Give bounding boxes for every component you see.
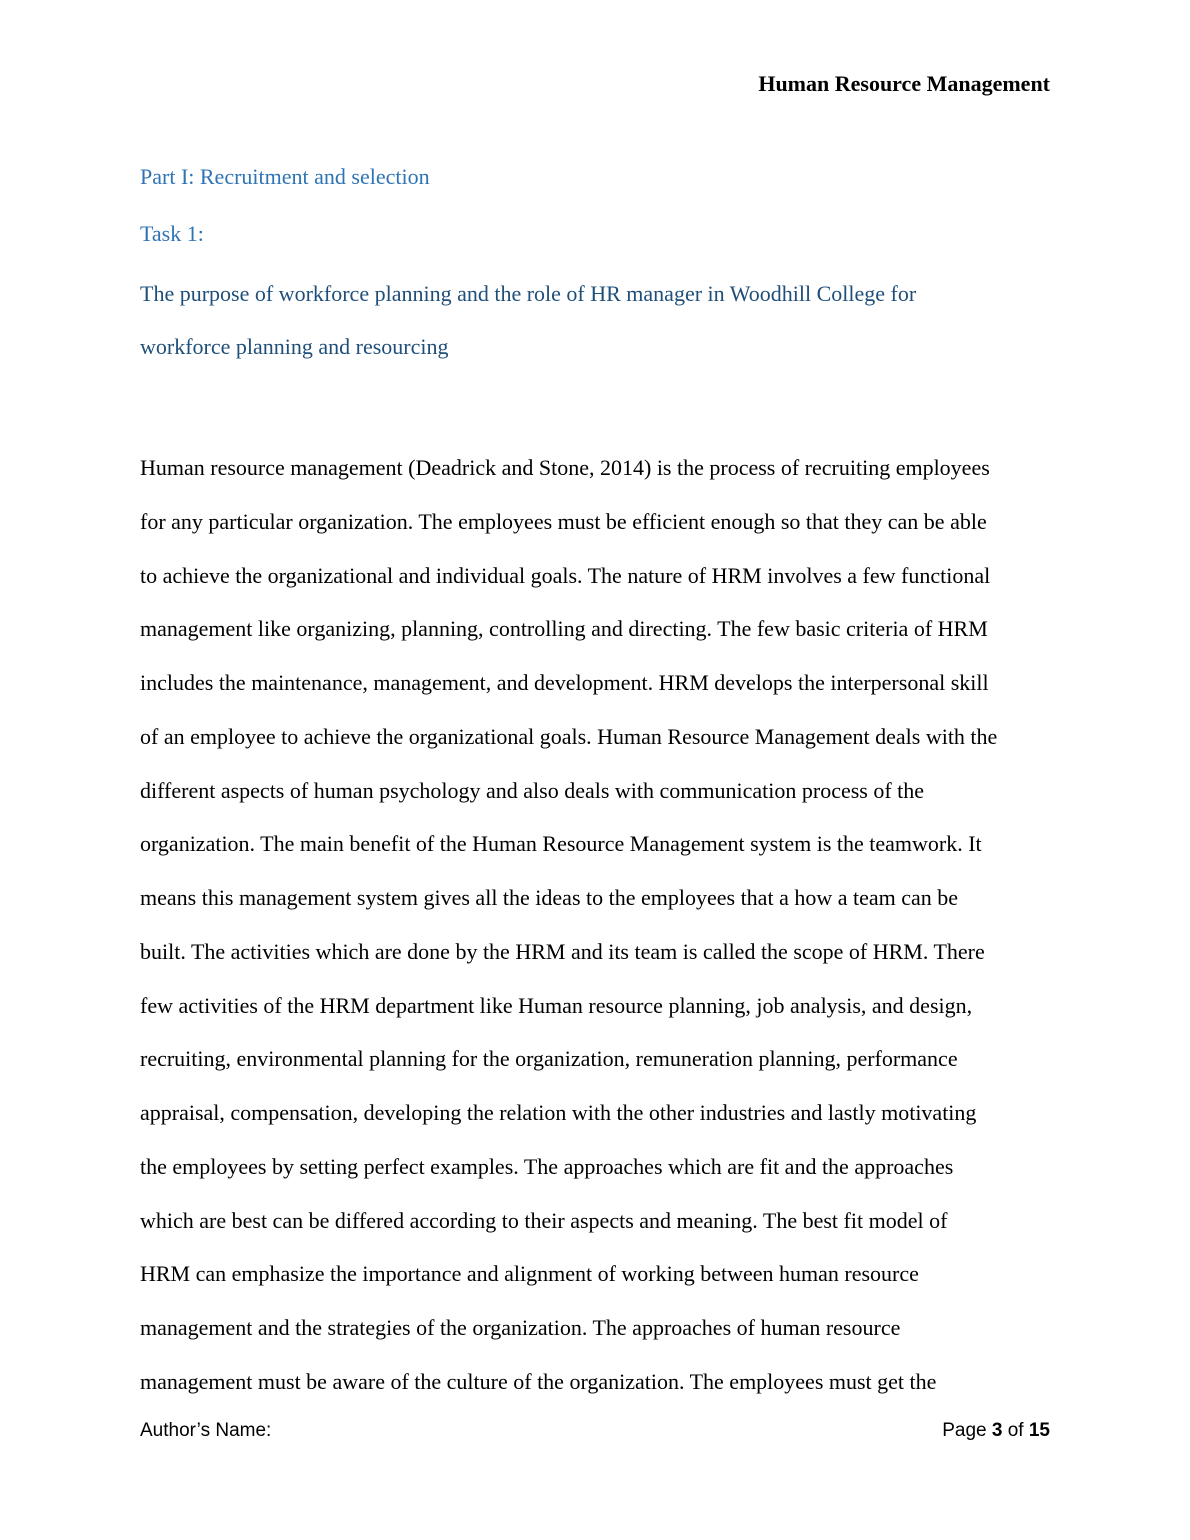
- author-name-label: Author’s Name:: [140, 1420, 272, 1441]
- part-heading: Part I: Recruitment and selection: [140, 164, 430, 189]
- page-number: [942, 1419, 1050, 1443]
- task-heading: Task 1:: [140, 221, 204, 246]
- paragraph-line: few activities of the HRM department like Human resource planning, job analysis, and design,: [140, 992, 973, 1018]
- paragraph-line: of an employee to achieve the organizational goals. Human Resource Management deals with the: [140, 723, 998, 749]
- paragraph-line: management like organizing, planning, controlling and directing. The few basic criteria of HRM: [140, 616, 988, 642]
- paragraph-line: different aspects of human psychology and also deals with communication process of the: [140, 777, 925, 803]
- paragraph-line: recruiting, environmental planning for the organization, remuneration planning, performance: [140, 1046, 958, 1072]
- paragraph-line: includes the maintenance, management, and development. HRM develops the interpersonal skill: [140, 670, 989, 695]
- paragraph-line: built. The activities which are done by the HRM and its team is called the scope of HRM. There: [140, 938, 985, 964]
- paragraph-line: appraisal, compensation, developing the relation with the other industries and lastly motivating: [140, 1100, 977, 1125]
- section-subtitle-line: The purpose of workforce planning and the role of HR manager in Woodhill College for: [140, 281, 917, 306]
- paragraph-line: management must be aware of the culture of the organization. The employees must get the: [140, 1368, 937, 1394]
- paragraph-line: to achieve the organizational and individual goals. The nature of HRM involves a few functional: [140, 562, 991, 588]
- page-of: of: [1007, 1420, 1024, 1441]
- page-prefix: Page: [942, 1420, 987, 1441]
- paragraph-line: Human resource management (Deadrick and Stone, 2014) is the process of recruiting employees: [140, 455, 990, 480]
- section-subtitle-line: workforce planning and resourcing: [140, 334, 449, 359]
- page-total: 15: [1028, 1420, 1050, 1441]
- paragraph-line: HRM can emphasize the importance and alignment of working between human resource: [140, 1261, 919, 1287]
- paragraph-line: means this management system gives all the ideas to the employees that a how a team can be: [140, 885, 959, 910]
- paragraph-line: organization. The main benefit of the Human Resource Management system is the teamwork. It: [140, 831, 982, 857]
- paragraph-line: which are best can be differed according to their aspects and meaning. The best fit model of: [140, 1207, 948, 1233]
- paragraph-line: the employees by setting perfect examples. The approaches which are fit and the approaches: [140, 1153, 954, 1179]
- page-current: 3: [991, 1420, 1003, 1441]
- paragraph-line: management and the strategies of the organization. The approaches of human resource: [140, 1315, 901, 1340]
- body-paragraph: [140, 441, 1050, 1409]
- running-header-title: Human Resource Management: [758, 71, 1050, 96]
- section-subtitle: [140, 267, 1050, 373]
- paragraph-line: for any particular organization. The employees must be efficient enough so that they can be able: [140, 508, 987, 534]
